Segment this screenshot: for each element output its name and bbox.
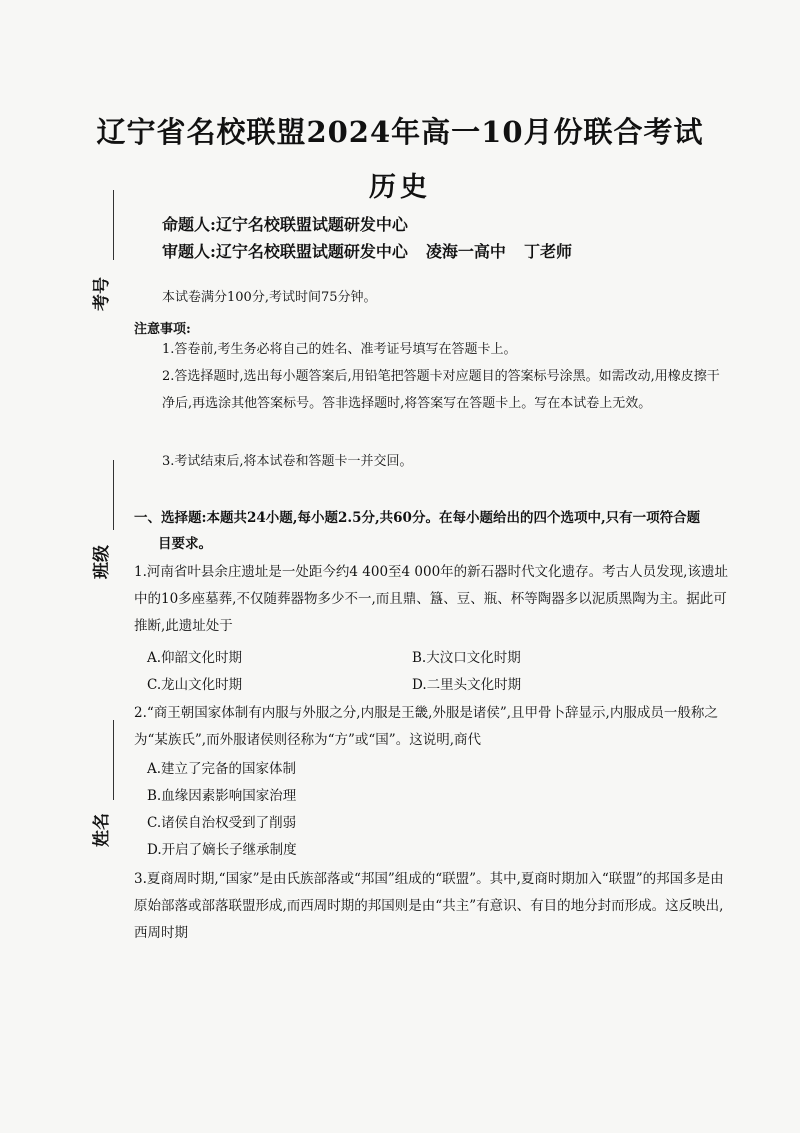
exam-intro: 本试卷满分100分,考试时间75分钟。 [162, 290, 377, 305]
name-line [113, 720, 114, 800]
question-1-option-b: B.大汶口文化时期 [412, 650, 521, 666]
notice-item-2: 2.答选择题时,选出每小题答案后,用铅笔把答题卡对应题目的答案标号涂黑。如需改动,用橡皮擦干净后,再选涂其他答案标号。答非选择题时,将答案写在答题卡上。写在本试卷上无效。 [162, 369, 720, 411]
question-3-stem: 3.夏商周时期,“国家”是由氏族部落或“邦国”组成的“联盟”。其中,夏商时期加入“联盟”的邦国多是由原始部落或部落联盟形成,而西周时期的邦国则是由“共主”有意识、有目的地分封而形成。这反映出,西周时期 [134, 871, 724, 941]
question-1-option-c: C.龙山文化时期 [147, 677, 243, 693]
reviewer-line [162, 239, 572, 262]
exam-title: 辽宁省名校联盟2024年高一10月份联合考试 [96, 115, 704, 149]
question-2-option-d: D.开启了嫡长子继承制度 [147, 842, 297, 858]
reviewer-teacher: 丁老师 [523, 242, 572, 261]
exam-no-label: 考号 [92, 277, 112, 311]
section-heading-line2: 目要求。 [158, 536, 212, 552]
exam-subject: 历史 [369, 172, 431, 203]
question-2-option-a: A.建立了完备的国家体制 [147, 761, 297, 777]
question-1-stem: 1.河南省叶县余庄遗址是一处距今约4 400至4 000年的新石器时代文化遗存。考古人员发现,该遗址中的10多座墓葬,不仅随葬器物多少不一,而且鼎、簋、豆、瓶、杯等陶器多以泥质黑陶为主。据此可推断,此遗址处于 [134, 564, 728, 634]
question-1-option-a: A.仰韶文化时期 [147, 650, 243, 666]
section-heading [134, 505, 734, 557]
class-line [113, 460, 114, 530]
question-1-option-d: D.二里头文化时期 [412, 677, 522, 693]
notice-item-3: 3.考试结束后,将本试卷和答题卡一并交回。 [162, 454, 413, 469]
section-heading-line1: 一、选择题:本题共24小题,每小题2.5分,共60分。在每小题给出的四个选项中,只有一项符合题 [134, 510, 701, 526]
reviewer-school: 凌海一高中 [425, 242, 506, 261]
reviewer-org: 审题人:辽宁名校联盟试题研发中心 [162, 242, 408, 261]
question-2-option-c: C.诸侯自治权受到了削弱 [147, 815, 297, 831]
question-2-stem: 2.“商王朝国家体制有内服与外服之分,内服是王畿,外服是诸侯”,且甲骨卜辞显示,内服成员一般称之为“某族氏”,而外服诸侯则径称为“方”或“国”。这说明,商代 [134, 705, 718, 748]
notice-heading: 注意事项: [134, 322, 191, 337]
notice-item-1: 1.答卷前,考生务必将自己的姓名、准考证号填写在答题卡上。 [162, 342, 517, 357]
class-label: 班级 [92, 545, 112, 579]
setter-line: 命题人:辽宁名校联盟试题研发中心 [162, 215, 408, 234]
name-label: 姓名 [92, 813, 112, 847]
question-2-option-b: B.血缘因素影响国家治理 [147, 788, 297, 804]
